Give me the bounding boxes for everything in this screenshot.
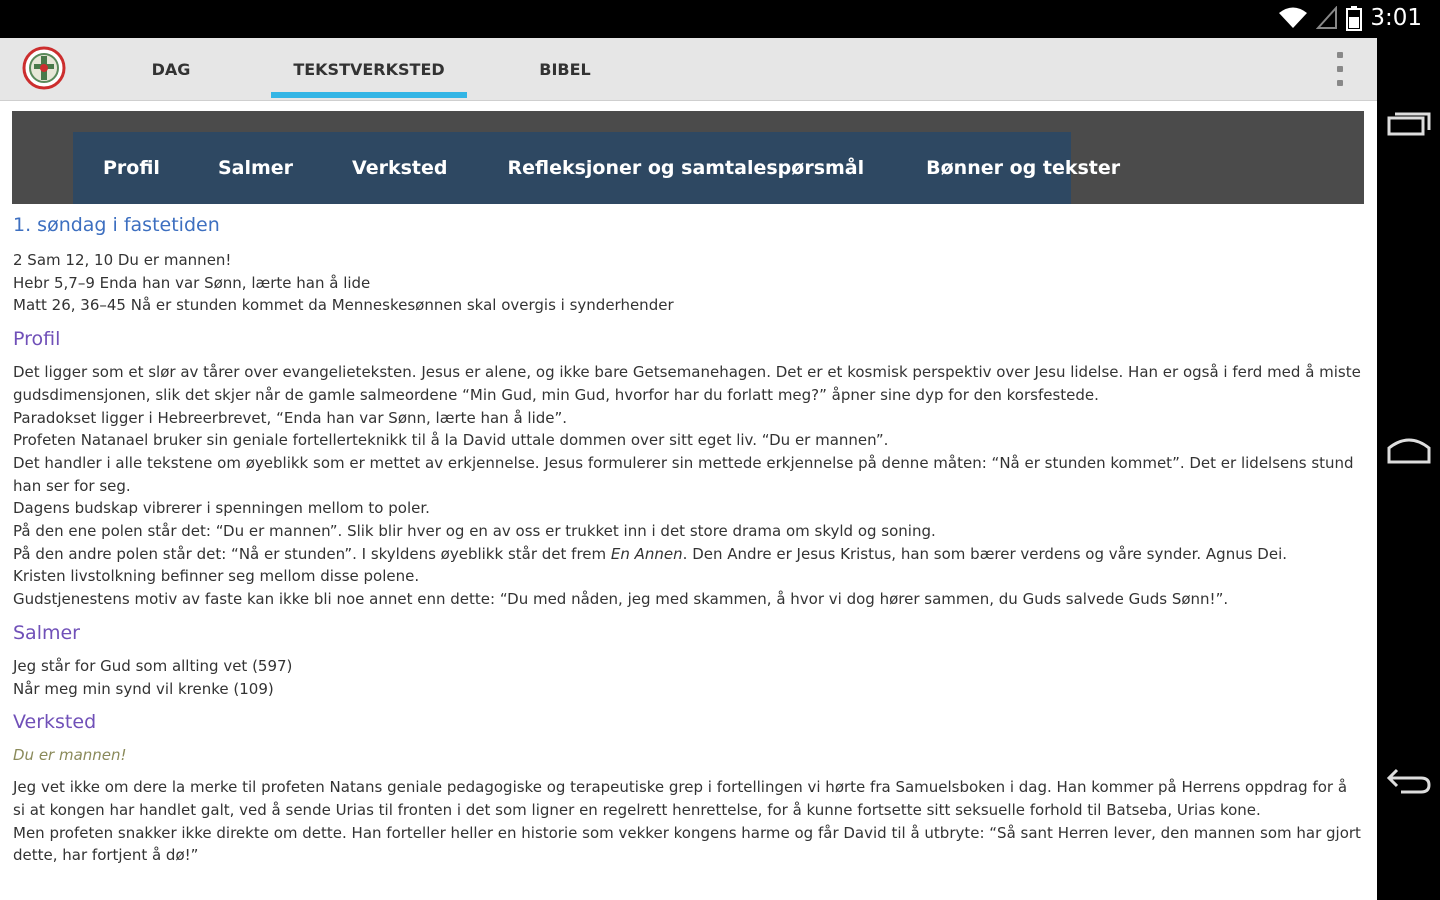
- app-logo-icon[interactable]: [22, 46, 66, 90]
- profil-paragraph-5: Dagens budskap vibrerer i spenningen mellom to poler.: [13, 499, 430, 518]
- section-menu: [73, 132, 1121, 204]
- menu-item-refleksjoner[interactable]: Refleksjoner og samtalespørsmål: [507, 157, 865, 179]
- profil-p7-a: På den andre polen står det: “Nå er stunden”. I skyldens øyeblikk står det frem: [13, 544, 611, 563]
- status-icons: [1278, 5, 1422, 31]
- tab-bibel[interactable]: [502, 38, 628, 100]
- profil-paragraph-9: Gudstjenestens motiv av faste kan ikke bli noe annet enn dette: “Du med nåden, jeg med skammen, å hvor vi dog hører sammen, du Guds salvede Guds Sønn!”.: [13, 590, 1229, 609]
- app-window: [0, 38, 1377, 900]
- profil-paragraph-6: På den ene polen står det: “Du er mannen”. Slik blir hver og en av oss er trukket inn i det store drama om skyld og soning.: [13, 522, 936, 541]
- tab-tekstverksted-label: TEKSTVERKSTED: [293, 59, 445, 79]
- cell-signal-icon: [1316, 6, 1338, 30]
- salmer-heading: Salmer: [13, 621, 80, 644]
- profil-p7-em: En Annen: [610, 544, 683, 563]
- profil-paragraph-7: [13, 543, 1363, 566]
- profil-heading: Profil: [13, 328, 61, 351]
- menu-item-profil[interactable]: Profil: [103, 157, 160, 179]
- reading-3: Matt 26, 36–45 Nå er stunden kommet da Menneskesønnen skal overgis i synderhender: [13, 296, 674, 315]
- clock: 3:01: [1370, 5, 1422, 31]
- verksted-paragraph-1: Jeg vet ikke om dere la merke til profeten Natans geniale pedagogiske og terapeutiske grep i fortellingen vi hørte fra Samuelsboken i dag. Han kommer på Herrens oppdrag for å si at kongen har handlet galt, ved å sende Urias til fronten i det som ligner en regelrett henrettelse, for å kunne fortsette sitt seksuelle forhold til Batseba, Urias kone.: [13, 778, 1348, 819]
- profil-paragraph-2: Paradokset ligger i Hebreerbrevet, “Enda han var Sønn, lærte han å lide”.: [13, 408, 568, 427]
- web-content: [0, 101, 1377, 900]
- verksted-heading: Verksted: [13, 711, 97, 734]
- verksted-subheading: Du er mannen!: [13, 746, 127, 765]
- tab-dag[interactable]: [108, 38, 234, 100]
- system-nav-bar: [1377, 38, 1440, 900]
- wifi-icon: [1278, 6, 1308, 30]
- back-icon[interactable]: [1385, 760, 1433, 800]
- reading-2: Hebr 5,7–9 Enda han var Sønn, lærte han å lide: [13, 273, 371, 292]
- salme-1: Jeg står for Gud som allting vet (597): [13, 656, 293, 675]
- page-title: 1. søndag i fastetiden: [13, 214, 220, 236]
- profil-paragraph-1: Det ligger som et slør av tårer over evangelieteksten. Jesus er alene, og ikke bare Getsemanehagen. Det er et kosmisk perspektiv over Jesu lidelse. Han er også i ferd med å miste gudsdimensjonen, slik det skjer når de gamle salmeordene “Min Gud, min Gud, hvorfor har du forlatt meg?” åpner sine dyp for den korsfestede.: [13, 363, 1361, 404]
- verksted-paragraph-2: Men profeten snakker ikke direkte om dette. Han forteller heller en historie som vekker kongens harme og får David til å utbryte: “Så sant Herren lever, den mannen som har gjort dette, har fortjent å dø!”: [13, 823, 1361, 865]
- menu-item-verksted[interactable]: Verksted: [352, 157, 448, 179]
- profil-paragraph-8: Kristen livstolkning befinner seg mellom disse polene.: [13, 567, 420, 586]
- recent-apps-icon[interactable]: [1385, 104, 1433, 144]
- profil-paragraph-3: Profeten Natanael bruker sin geniale fortellerteknikk til å la David uttale dommen over sitt eget liv. “Du er mannen”.: [13, 431, 889, 450]
- reading-1: 2 Sam 12, 10 Du er mannen!: [13, 251, 232, 269]
- section-nav-band: [12, 111, 1364, 204]
- profil-p7-b: . Den Andre er Jesus Kristus, han som bærer verdens og våre synder. Agnus Dei.: [682, 544, 1288, 563]
- battery-icon: [1346, 5, 1362, 31]
- article: [13, 213, 1363, 867]
- profil-paragraph-4: Det handler i alle tekstene om øyeblikk som er mettet av erkjennelse. Jesus formulerer sin mettede erkjennelse på denne måten: “Nå er stunden kommet”. Det er lidelsens stund han ser for seg.: [13, 453, 1354, 495]
- status-bar: [0, 0, 1440, 38]
- action-bar: [0, 38, 1377, 101]
- tab-dag-label: DAG: [151, 59, 191, 79]
- menu-item-bonner[interactable]: Bønner og tekster: [926, 157, 1121, 179]
- menu-item-salmer[interactable]: Salmer: [217, 157, 294, 179]
- tab-tekstverksted[interactable]: [271, 38, 467, 100]
- tab-bibel-label: BIBEL: [539, 59, 591, 79]
- overflow-menu-icon[interactable]: [1333, 52, 1347, 86]
- salme-2: Når meg min synd vil krenke (109): [13, 679, 274, 698]
- home-icon[interactable]: [1385, 430, 1433, 470]
